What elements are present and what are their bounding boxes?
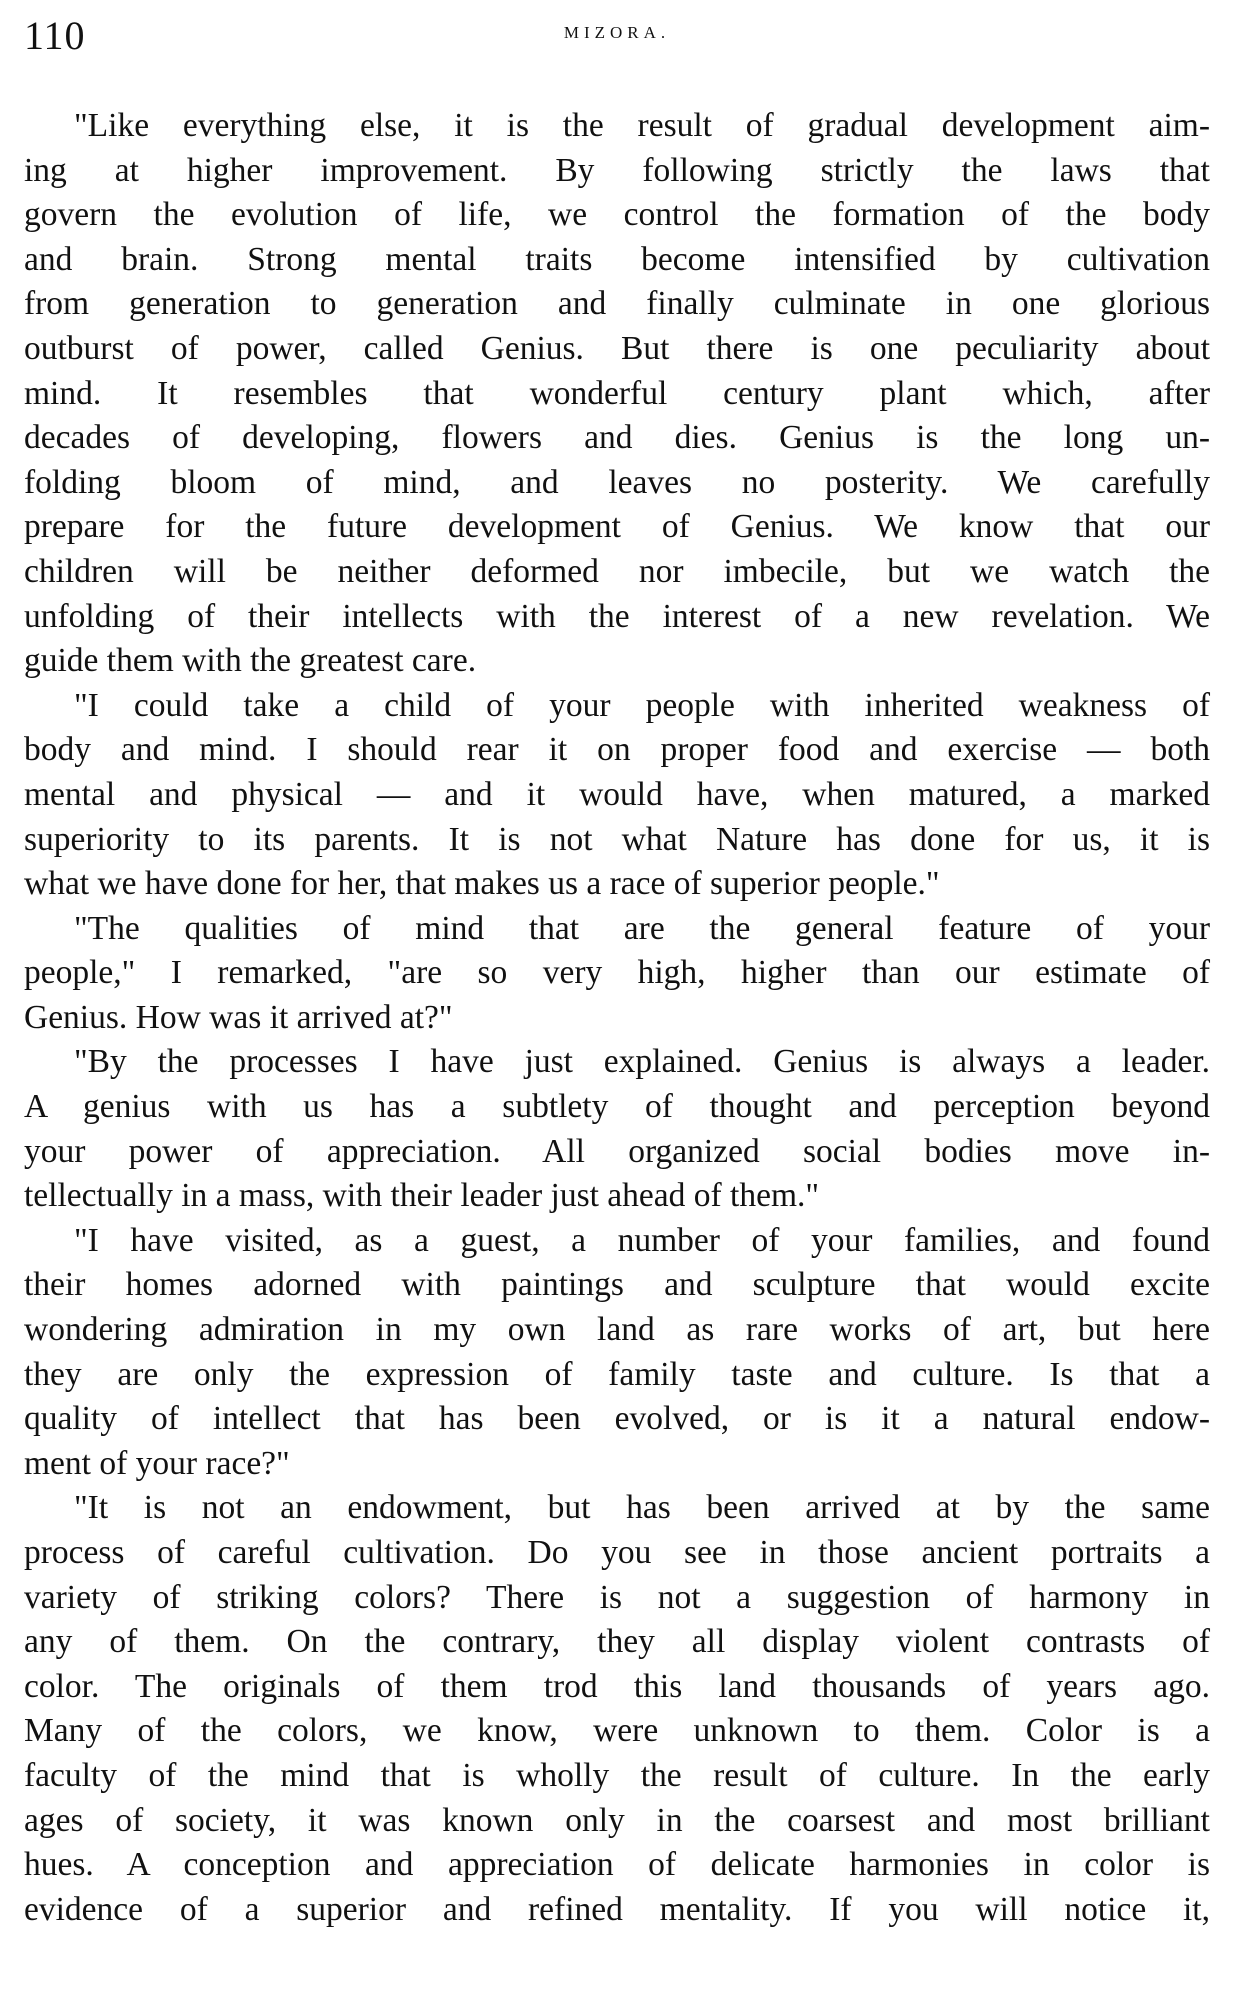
text-line: color. The originals of them trod this land thousands of years ago. [24,1667,1210,1705]
text-line: quality of intellect that has been evolved, or is it a natural endow- [24,1400,1210,1438]
text-line: unfolding of their intellects with the interest of a new revelation. We [24,597,1210,635]
text-line: "It is not an endowment, but has been arrived at by the same [74,1489,1210,1527]
body-text [24,104,1210,1932]
text-line: superiority to its parents. It is not what Nature has done for us, it is [24,820,1210,858]
text-line: faculty of the mind that is wholly the result of culture. In the early [24,1756,1210,1794]
text-line: govern the evolution of life, we control the formation of the body [24,196,1210,234]
text-line: people," I remarked, "are so very high, higher than our estimate of [24,954,1210,992]
text-line: any of them. On the contrary, they all display violent contrasts of [24,1623,1210,1661]
text-line: ing at higher improvement. By following strictly the laws that [24,151,1210,189]
text-line: and brain. Strong mental traits become intensified by cultivation [24,240,1210,278]
text-line: ages of society, it was known only in the coarsest and most brilliant [24,1801,1210,1839]
text-line: "The qualities of mind that are the general feature of your [74,909,1210,947]
paragraph [24,104,1210,684]
text-line: from generation to generation and finally culminate in one glorious [24,285,1210,323]
text-line: variety of striking colors? There is not a suggestion of harmony in [24,1578,1210,1616]
text-line: "I could take a child of your people with inherited weakness of [74,686,1210,724]
text-line: tellectually in a mass, with their leader just ahead of them." [24,1177,820,1215]
text-line: process of careful cultivation. Do you see in those ancient portraits a [24,1534,1210,1571]
text-line: wondering admiration in my own land as rare works of art, but here [24,1311,1210,1349]
text-line: "I have visited, as a guest, a number of your families, and found [74,1221,1210,1259]
text-line: mental and physical — and it would have, when matured, a marked [24,775,1210,813]
text-line: they are only the expression of family taste and culture. Is that a [24,1355,1210,1393]
text-line: Genius. How was it arrived at?" [24,998,453,1036]
text-line: children will be neither deformed nor imbecile, but we watch the [24,552,1210,590]
text-line: Many of the colors, we know, were unknown to them. Color is a [24,1712,1210,1750]
text-line: "By the processes I have just explained. Genius is always a leader. [74,1043,1210,1081]
paragraph [24,684,1210,907]
text-line: ment of your race?" [24,1444,290,1482]
text-line: "Like everything else, it is the result of gradual development aim- [74,107,1210,144]
text-line: their homes adorned with paintings and sculpture that would excite [24,1266,1210,1304]
text-line: what we have done for her, that makes us a race of superior people." [24,865,940,903]
text-line: folding bloom of mind, and leaves no posterity. We carefully [24,463,1210,501]
text-line: prepare for the future development of Genius. We know that our [24,508,1210,546]
paragraph [24,1040,1210,1218]
text-line: your power of appreciation. All organized social bodies move in- [24,1132,1210,1170]
text-line: mind. It resembles that wonderful century plant which, after [24,374,1210,412]
book-page [24,12,1210,1932]
paragraph [24,1219,1210,1487]
text-line: outburst of power, called Genius. But there is one peculiarity about [24,329,1210,367]
text-line: guide them with the greatest care. [24,642,477,680]
text-line: body and mind. I should rear it on proper food and exercise — both [24,731,1210,769]
running-header [24,12,1210,60]
text-line: A genius with us has a subtlety of thought and perception beyond [24,1088,1210,1126]
paragraph [24,1486,1210,1932]
text-line: hues. A conception and appreciation of delicate harmonies in color is [24,1846,1210,1884]
text-line: decades of developing, flowers and dies. Genius is the long un- [24,419,1210,457]
running-title: MIZORA. [563,23,671,42]
text-line: evidence of a superior and refined mentality. If you will notice it, [24,1890,1210,1928]
paragraph [24,907,1210,1041]
page-number: 110 [24,13,86,58]
